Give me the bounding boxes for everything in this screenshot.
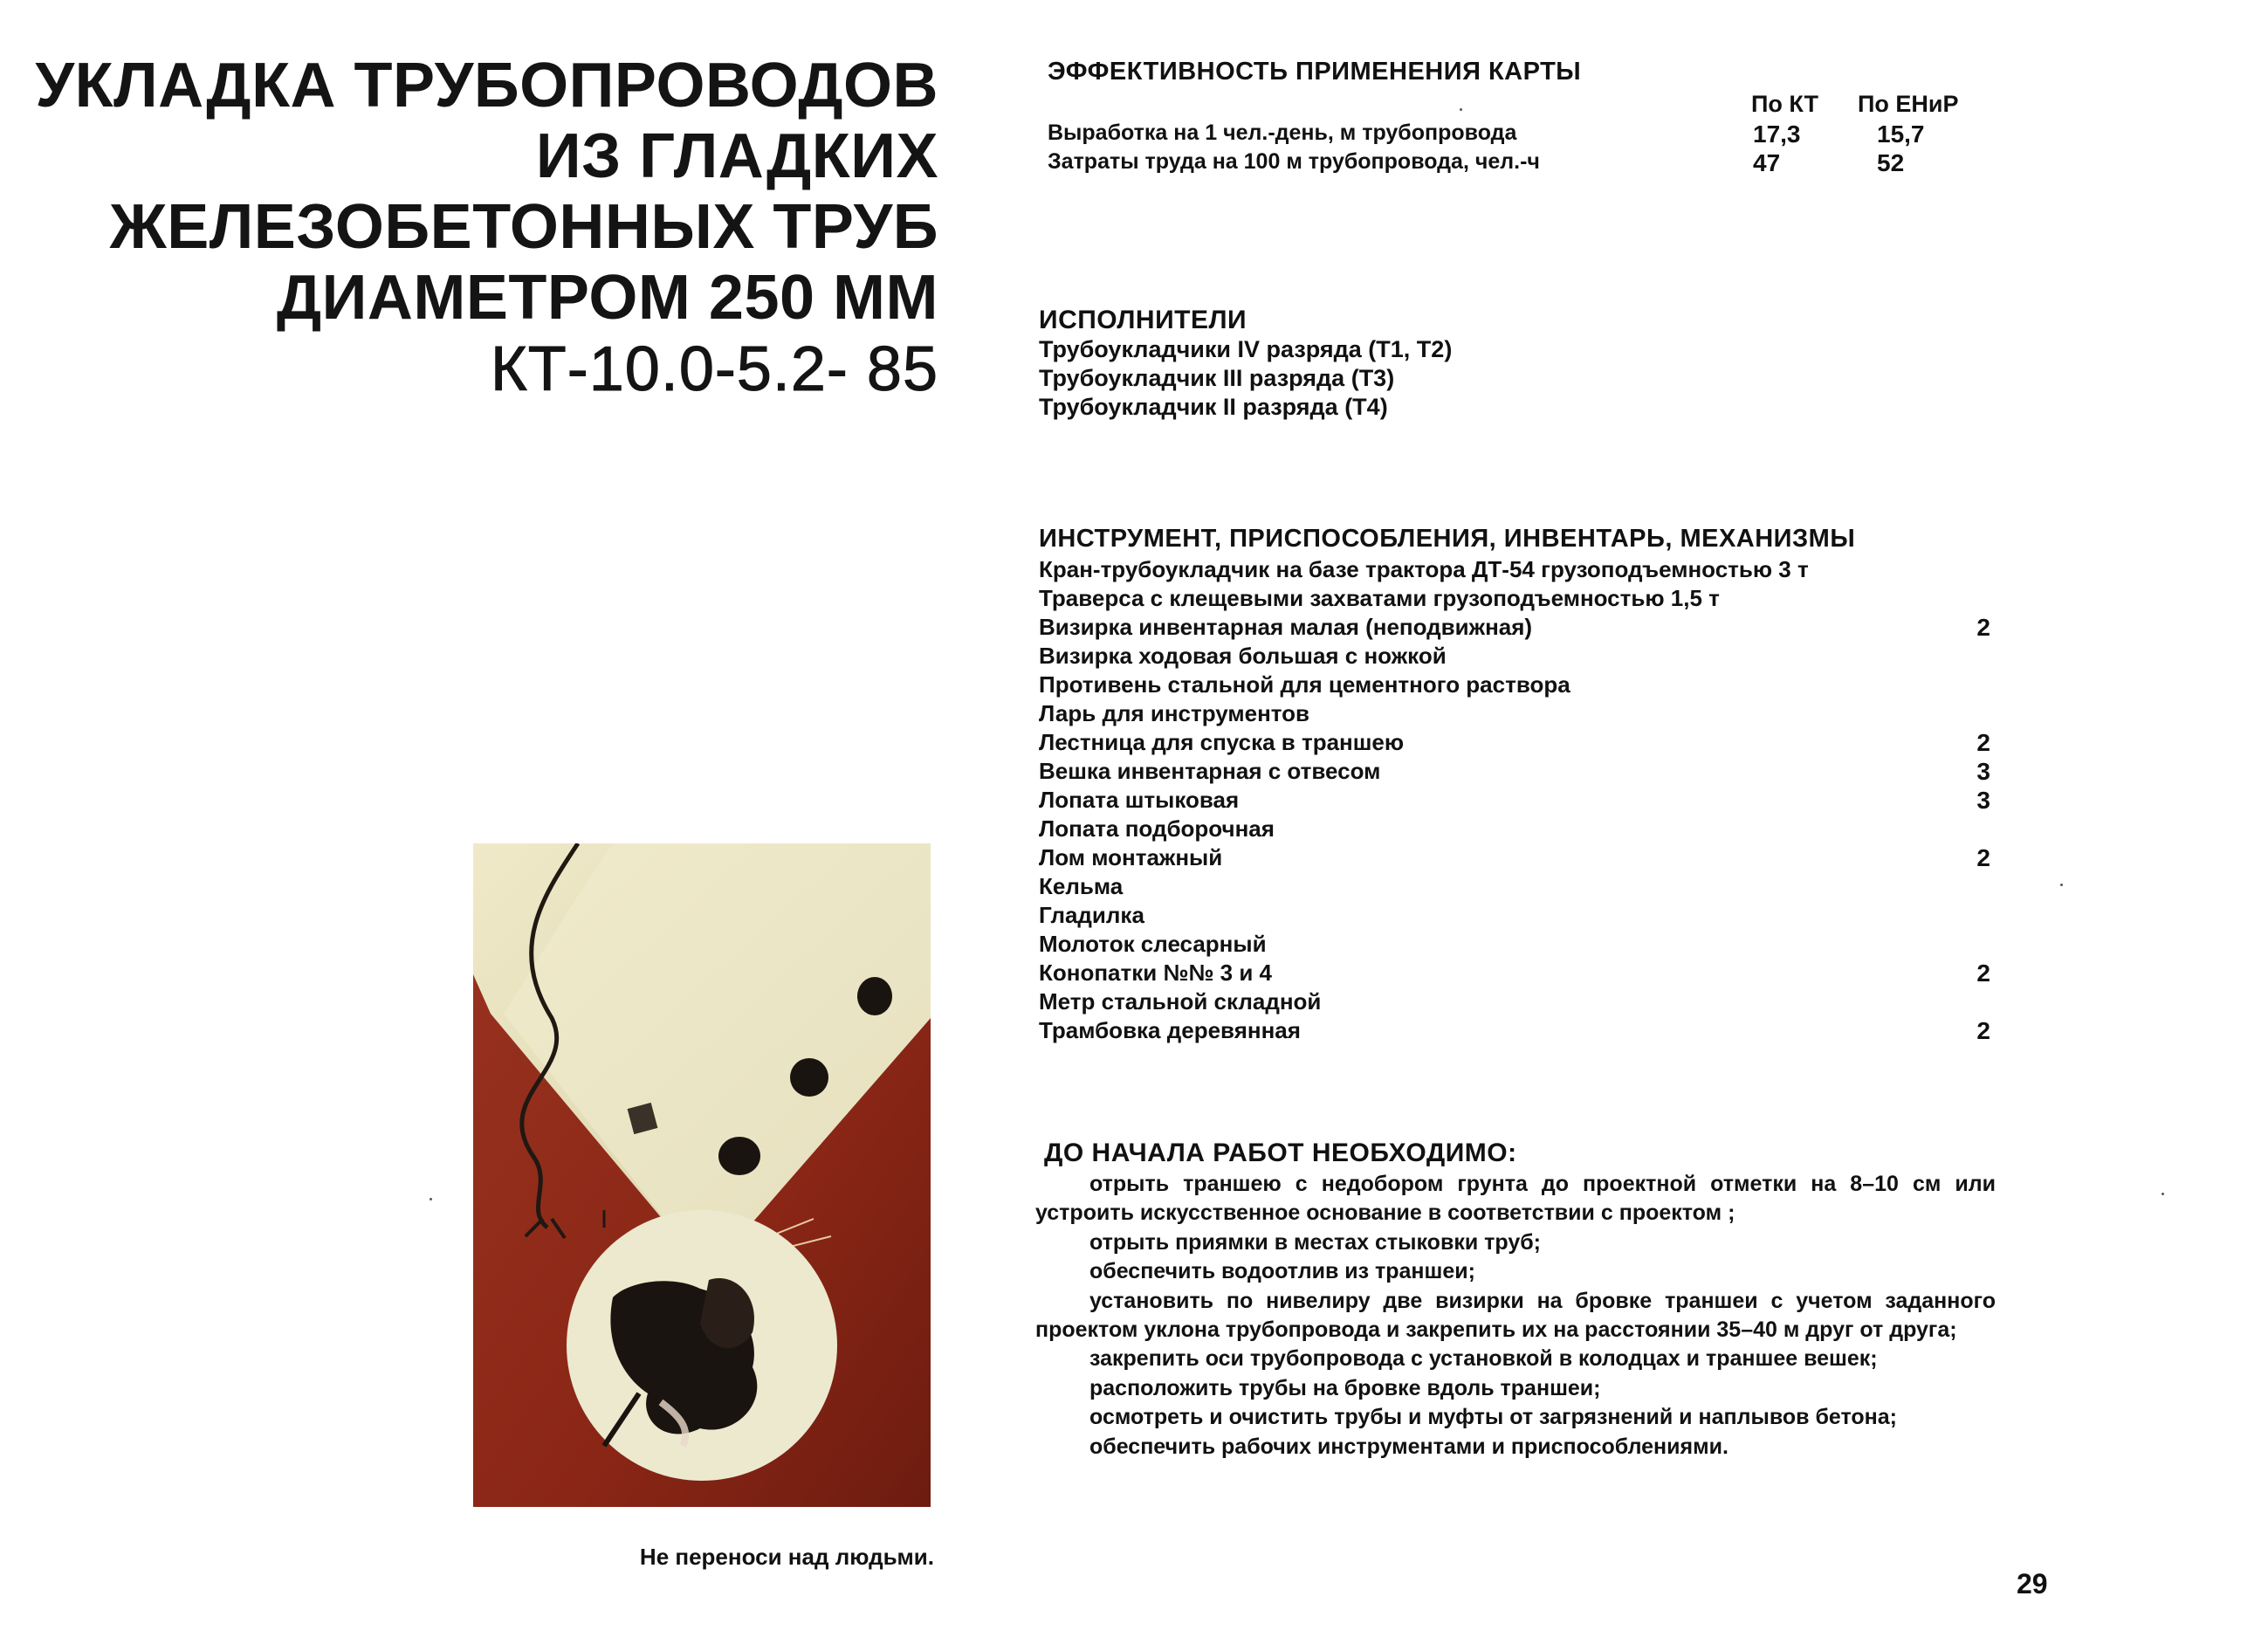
tool-row [1039,671,1990,699]
title-line: ИЗ ГЛАДКИХ [535,121,938,191]
tool-qty: 2 [1976,614,1990,641]
tool-name: Трамбовка деревянная [1039,1017,1301,1043]
title-line: ДИАМЕТРОМ 250 ММ [276,263,938,333]
performer-item: Трубоукладчики IV разряда (Т1, Т2) [1039,336,1453,362]
title-block [35,51,938,405]
tool-name: Траверса с клещевыми захватами грузоподъемностью 1,5 т [1039,585,1720,611]
tool-row [1039,642,1990,671]
performer-item: Трубоукладчик III разряда (Т3) [1039,365,1395,391]
prep-item: закрепить оси трубопровода с установкой в колодцах и траншее вешек; [1089,1346,1878,1372]
tool-row [1039,728,1990,757]
tool-row [1039,930,1990,959]
efficiency-col-kt: По КТ [1751,91,1819,117]
tool-qty: 3 [1976,787,1990,814]
page-number: 29 [2017,1568,2048,1599]
prep-item: отрыть траншею с недобором грунта до проектной отметки на 8–10 см или устроить искусственное основание в соответствии с проектом ; [1035,1172,1996,1226]
efficiency-col-enir: По ЕНиР [1858,91,1959,117]
prep-item: обеспечить водоотлив из траншеи; [1089,1259,1475,1284]
photo-caption: Не переноси над людьми. [639,1544,934,1570]
tool-row [1039,786,1990,815]
tool-row [1039,555,1990,584]
tool-name: Метр стальной складной [1039,988,1322,1015]
scan-speck [1460,108,1462,111]
tool-row [1039,584,1990,613]
tool-name: Молоток слесарный [1039,931,1267,957]
tool-qty: 2 [1976,729,1990,756]
tool-name: Лом монтажный [1039,844,1223,870]
safety-illustration [473,843,931,1507]
title-line: ЖЕЛЕЗОБЕТОННЫХ ТРУБ [109,192,938,262]
efficiency-kt-value: 17,3 [1753,120,1801,148]
tool-row [1039,901,1990,930]
efficiency-row [1048,149,1999,179]
tool-name: Ларь для инструментов [1039,700,1310,726]
tool-name: Визирка инвентарная малая (неподвижная) [1039,614,1533,640]
card-code: КТ-10.0-5.2- 85 [490,334,938,404]
prep-item: обеспечить рабочих инструментами и приспособлениями. [1089,1434,1728,1459]
tool-row [1039,843,1990,872]
tool-name: Противень стальной для цементного раствора [1039,671,1570,698]
prep-item: установить по нивелиру две визирки на бровке траншеи с учетом заданного проектом уклона трубопровода и закрепить их на расстоянии 35–40 м друг от друга; [1035,1288,1996,1343]
tool-name: Кран-трубоукладчик на базе трактора ДТ-54 грузоподъемностью 3 т [1039,556,1809,582]
efficiency-kt-value: 47 [1753,149,1781,176]
tool-name: Вешка инвентарная с отвесом [1039,758,1381,784]
prep-heading: ДО НАЧАЛА РАБОТ НЕОБХОДИМО: [1044,1139,1517,1167]
tool-name: Конопатки №№ 3 и 4 [1039,960,1272,986]
tool-name: Лестница для спуска в траншею [1039,729,1405,755]
tool-row [1039,699,1990,728]
tool-row [1039,815,1990,843]
efficiency-row [1048,120,1999,150]
tool-qty: 2 [1976,844,1990,871]
tool-qty: 2 [1976,960,1990,987]
tool-row [1039,959,1990,987]
tool-row [1039,872,1990,901]
efficiency-row-label: Выработка на 1 чел.-день, м трубопровода [1048,120,1517,145]
prep-item: отрыть приямки в местах стыковки труб; [1089,1229,1542,1255]
tool-name: Кельма [1039,873,1124,899]
performers-heading: ИСПОЛНИТЕЛИ [1039,306,1247,334]
tool-row [1039,613,1990,642]
tool-row [1039,1016,1990,1045]
scan-speck [2161,1193,2164,1195]
efficiency-heading: ЭФФЕКТИВНОСТЬ ПРИМЕНЕНИЯ КАРТЫ [1048,58,1582,86]
tool-name: Лопата подборочная [1039,815,1275,842]
prep-item: расположить трубы на бровке вдоль траншеи; [1089,1375,1601,1400]
scan-speck [2060,884,2063,886]
efficiency-enir-value: 52 [1877,149,1905,176]
tool-name: Лопата штыковая [1039,787,1240,813]
tool-row [1039,757,1990,786]
title-line: УКЛАДКА ТРУБОПРОВОДОВ [35,51,938,120]
tool-row [1039,987,1990,1016]
efficiency-row-label: Затраты труда на 100 м трубопровода, чел.-ч [1048,149,1540,174]
tools-heading: ИНСТРУМЕНТ, ПРИСПОСОБЛЕНИЯ, ИНВЕНТАРЬ, МЕХАНИЗМЫ [1039,525,1856,553]
tool-qty: 3 [1976,758,1990,785]
tool-name: Визирка ходовая большая с ножкой [1039,643,1447,669]
tools-list [1039,555,1990,1045]
prep-item: осмотреть и очистить трубы и муфты от загрязнений и наплывов бетона; [1089,1405,1897,1430]
performer-item: Трубоукладчик II разряда (Т4) [1039,394,1388,420]
performers-list [1039,335,1452,422]
efficiency-enir-value: 15,7 [1877,120,1925,148]
tool-name: Гладилка [1039,902,1144,928]
scan-speck [430,1198,432,1200]
prep-list [1035,1170,1996,1462]
tool-qty: 2 [1976,1017,1990,1044]
